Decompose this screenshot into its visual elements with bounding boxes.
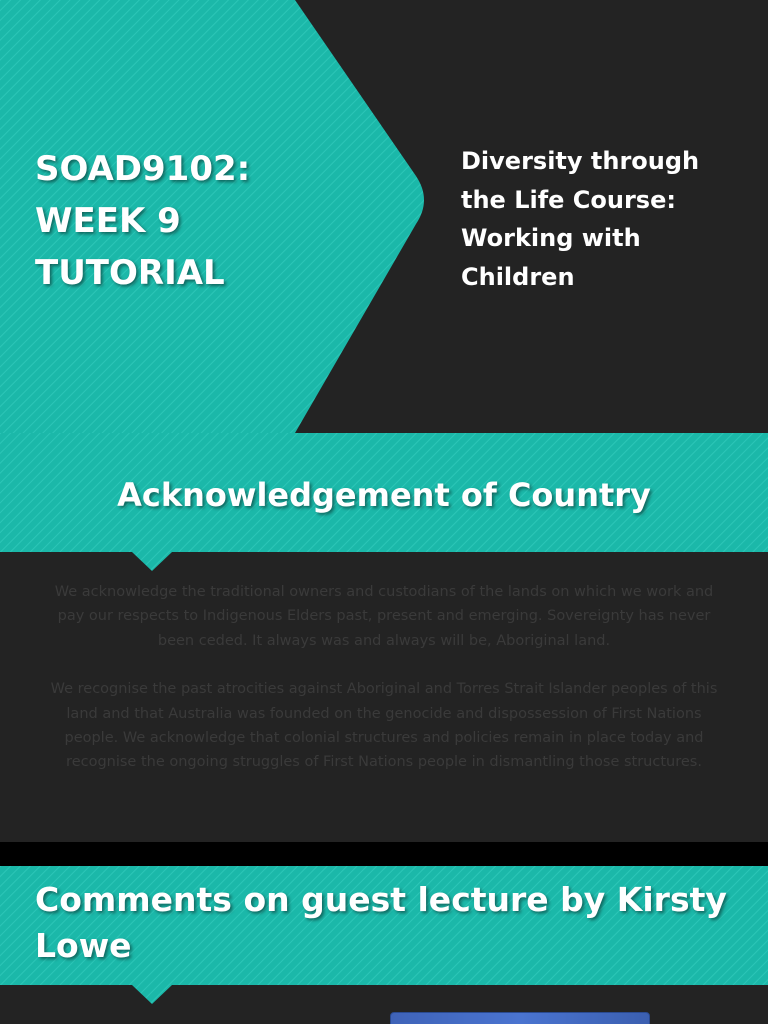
slide-title-line: SOAD9102: <box>35 149 251 189</box>
slide-subtitle-line: Children <box>461 262 575 291</box>
acknowledgement-paragraph: We acknowledge the traditional owners and custodians of the lands on which we work and pay our respects to Indigenous Elders past, present and emerging. Sovereignty has never been ceded. It always was and always will be, Aboriginal land. <box>54 584 714 649</box>
acknowledgement-body <box>50 580 718 799</box>
acknowledgement-paragraph: We recognise the past atrocities against Aboriginal and Torres Strait Islander peoples of this land and that Australia was founded on the genocide and dispossession of First Nations people. We acknowledge that colonial structures and policies remain in place today and recognise the ongoing struggles of First Nations people in dismantling those structures. <box>50 681 718 771</box>
guest-lecture-heading <box>35 877 735 969</box>
acknowledgement-heading: Acknowledgement of Country <box>117 476 651 514</box>
guest-lecture-heading-line: Comments on guest lecture by Kirsty <box>35 880 727 919</box>
title-slide <box>0 0 768 433</box>
slide-title-line: WEEK 9 <box>35 201 181 241</box>
guest-lecture-image <box>390 1012 650 1024</box>
slide-subtitle <box>461 142 721 296</box>
slide-subtitle-line: Working with <box>461 224 641 252</box>
slide-title <box>35 143 315 299</box>
slide-subtitle-line: Diversity through <box>461 147 700 175</box>
guest-lecture-slide <box>0 866 768 1024</box>
slide-subtitle-line: the Life Course: <box>461 185 676 214</box>
acknowledgement-slide <box>0 433 768 842</box>
guest-lecture-heading-line: Lowe <box>35 926 132 965</box>
slide-title-line: TUTORIAL <box>35 253 225 293</box>
